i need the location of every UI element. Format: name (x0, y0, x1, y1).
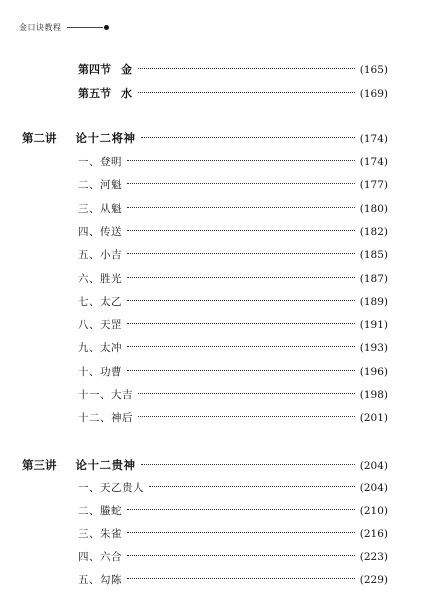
page-number: (177) (359, 179, 388, 191)
dot-leader (127, 300, 355, 301)
dot-leader (138, 68, 355, 69)
toc-entry-item[interactable] (78, 572, 388, 588)
dot-leader (127, 253, 355, 254)
item-title: 二、河魁 (78, 179, 122, 191)
page-number: (216) (359, 528, 388, 540)
page-number: (196) (359, 366, 388, 378)
item-title: 一、天乙贵人 (78, 482, 144, 494)
toc-entry-item[interactable] (78, 549, 388, 565)
header-rule (67, 27, 103, 28)
item-title: 五、小吉 (78, 249, 122, 261)
lecture-title: 论十二贵神 (75, 458, 136, 472)
toc-entry-item[interactable] (78, 154, 388, 170)
item-title: 三、从魁 (78, 203, 122, 215)
item-title: 四、传送 (78, 226, 122, 238)
dot-leader (127, 160, 355, 161)
page-number: (187) (359, 273, 388, 285)
toc-entry-item[interactable] (78, 503, 388, 519)
page-number: (210) (359, 505, 388, 517)
page-number: (191) (359, 319, 388, 331)
item-title: 三、朱雀 (78, 528, 122, 540)
dot-leader (127, 207, 355, 208)
toc-entry-item[interactable] (78, 410, 388, 426)
page-number: (185) (359, 249, 388, 261)
toc-entry-item[interactable] (78, 526, 388, 542)
page-number: (169) (359, 88, 388, 100)
page-number: (180) (359, 203, 388, 215)
dot-leader (141, 137, 355, 138)
header-dot-icon (104, 25, 109, 30)
toc-entry-item[interactable] (78, 317, 388, 333)
page-number: (174) (359, 133, 388, 145)
toc-entry-item[interactable] (78, 294, 388, 310)
dot-leader (127, 346, 355, 347)
toc-entry-section-4[interactable] (78, 62, 388, 78)
toc-entry-item[interactable] (78, 364, 388, 380)
item-title: 十二、神后 (78, 412, 133, 424)
dot-leader (138, 393, 355, 394)
page-number: (229) (359, 574, 388, 586)
header-title: 金口诀教程 (19, 22, 62, 32)
item-title: 四、六合 (78, 551, 122, 563)
page-number: (198) (359, 389, 388, 401)
dot-leader (127, 277, 355, 278)
page-number: (193) (359, 342, 388, 354)
dot-leader (127, 323, 355, 324)
page-number: (165) (359, 64, 388, 76)
toc-entry-item[interactable] (78, 247, 388, 263)
dot-leader (127, 183, 355, 184)
item-title: 九、太冲 (78, 342, 122, 354)
toc-entry-item[interactable] (78, 177, 388, 193)
toc-entry-item[interactable] (78, 271, 388, 287)
toc-entry-item[interactable] (78, 224, 388, 240)
lecture-number: 第二讲 (22, 131, 57, 145)
item-title: 八、天罡 (78, 319, 122, 331)
toc-entry-item[interactable] (78, 387, 388, 403)
toc-entry-item[interactable] (78, 340, 388, 356)
section-number: 第五节 (78, 87, 111, 100)
toc-entry-lecture-3[interactable] (22, 457, 388, 473)
lecture-number: 第三讲 (22, 458, 57, 472)
section-title: 金 (121, 63, 133, 76)
section-number: 第四节 (78, 63, 111, 76)
lecture-title: 论十二将神 (75, 131, 136, 145)
dot-leader (127, 230, 355, 231)
page-number: (182) (359, 226, 388, 238)
dot-leader (127, 578, 355, 579)
running-header (19, 20, 109, 34)
toc-entry-item[interactable] (78, 201, 388, 217)
item-title: 六、胜光 (78, 273, 122, 285)
dot-leader (127, 509, 355, 510)
page-number: (204) (359, 460, 388, 472)
item-title: 一、登明 (78, 156, 122, 168)
item-title: 十一、大吉 (78, 389, 133, 401)
dot-leader (141, 464, 355, 465)
dot-leader (138, 92, 355, 93)
toc-entry-lecture-2[interactable] (22, 130, 388, 146)
dot-leader (138, 416, 355, 417)
item-title: 七、太乙 (78, 296, 122, 308)
item-title: 五、勾陈 (78, 574, 122, 586)
dot-leader (127, 555, 355, 556)
dot-leader (127, 370, 355, 371)
toc-entry-section-5[interactable] (78, 86, 388, 102)
page-number: (223) (359, 551, 388, 563)
dot-leader (127, 532, 355, 533)
item-title: 二、螣蛇 (78, 505, 122, 517)
section-title: 水 (121, 87, 133, 100)
toc-entry-item[interactable] (78, 480, 388, 496)
item-title: 十、功曹 (78, 366, 122, 378)
page-number: (204) (359, 482, 388, 494)
dot-leader (149, 486, 355, 487)
page-number: (201) (359, 412, 388, 424)
page-number: (189) (359, 296, 388, 308)
page-number: (174) (359, 156, 388, 168)
